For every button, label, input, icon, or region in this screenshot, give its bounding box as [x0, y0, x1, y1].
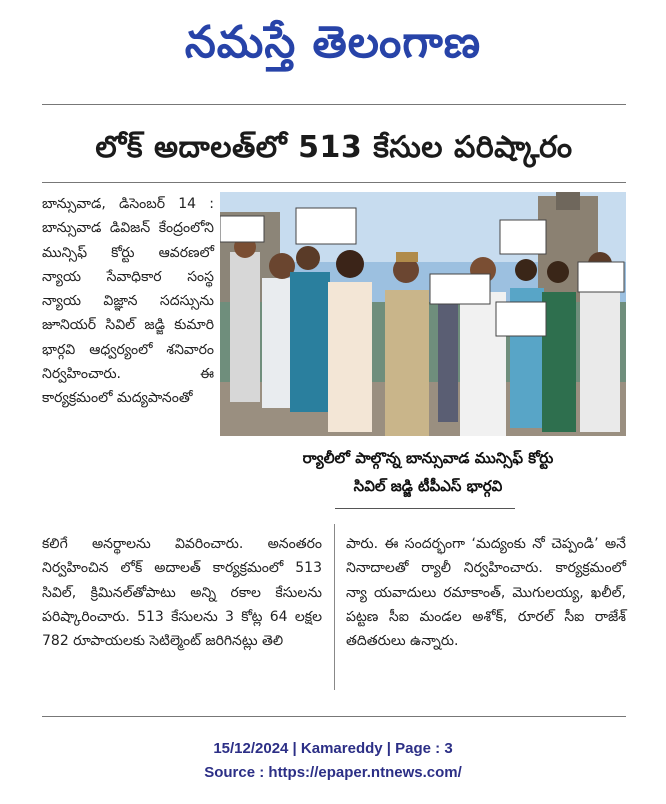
masthead-logo-text: నమస్తే తెలంగాణ	[184, 17, 482, 68]
caption-divider	[335, 508, 515, 509]
column-divider	[334, 524, 335, 690]
article-headline: లోక్ అదాలత్‌లో 513 కేసుల పరిష్కారం	[95, 130, 573, 165]
footer-date-line: 15/12/2024 | Kamareddy | Page : 3	[213, 740, 453, 757]
top-divider	[42, 104, 626, 105]
rally-photo-illustration	[220, 192, 626, 436]
headline-divider	[42, 182, 626, 183]
photo-caption-line2: సివిల్ జడ్జి టీపీఎస్ భార్గవి	[353, 477, 503, 495]
article-body-top: బాన్సువాడ, డిసెంబర్ 14 : బాన్సువాడ డివిజన్ కేంద్రంలోని మున్సిఫ్ కోర్టు ఆవరణలో న్యాయ సేవాధికార సంస్థ న్యాయ విజ్ఞాన సదస్సును జూనియర్ సివిల్ జడ్జి కుమారి భార్గవి ఆధ్వర్యంలో శనివారం నిర్వహించారు. ఈ కార్యక్రమంలో మద్యపానంతో	[42, 196, 214, 407]
photo-caption	[250, 444, 606, 500]
rally-photo	[220, 192, 626, 436]
article-body-bottom-left: కలిగే అనర్థాలను వివరించారు. అనంతరం నిర్వహించిన లోక్ అదాలత్ కార్యక్రమంలో 513 సివిల్, క్రిమినల్‌తోపాటు అన్ని రకాల కేసులను పరిష్కారించారు. 513 కేసులను 3 కోట్ల 64 లక్షల 782 రూపాయలకు సెటిల్మెంట్ జరిగినట్లు తెలి	[42, 536, 322, 650]
photo-caption-line1: ర్యాలీలో పాల్గొన్న బాన్సువాడ మున్సిఫ్ కోర్టు	[302, 449, 554, 467]
masthead	[0, 0, 666, 90]
article-body-bottom-right: పారు. ఈ సందర్భంగా ‘మద్యంకు నో చెప్పండి’ అనే నినాదాలతో ర్యాలీ నిర్వహించారు. కార్యక్రమంలో న్యా యవాదులు రమాకాంత్, మొగులయ్య, ఖలీల్, పట్టణ సీఐ మండల అశోక్, రూరల్ సీఐ రాజేశ్ తదితరులు ఉన్నారు.	[346, 536, 626, 650]
footer-source-line: Source : https://epaper.ntnews.com/	[204, 764, 462, 781]
footer-divider	[42, 716, 626, 717]
